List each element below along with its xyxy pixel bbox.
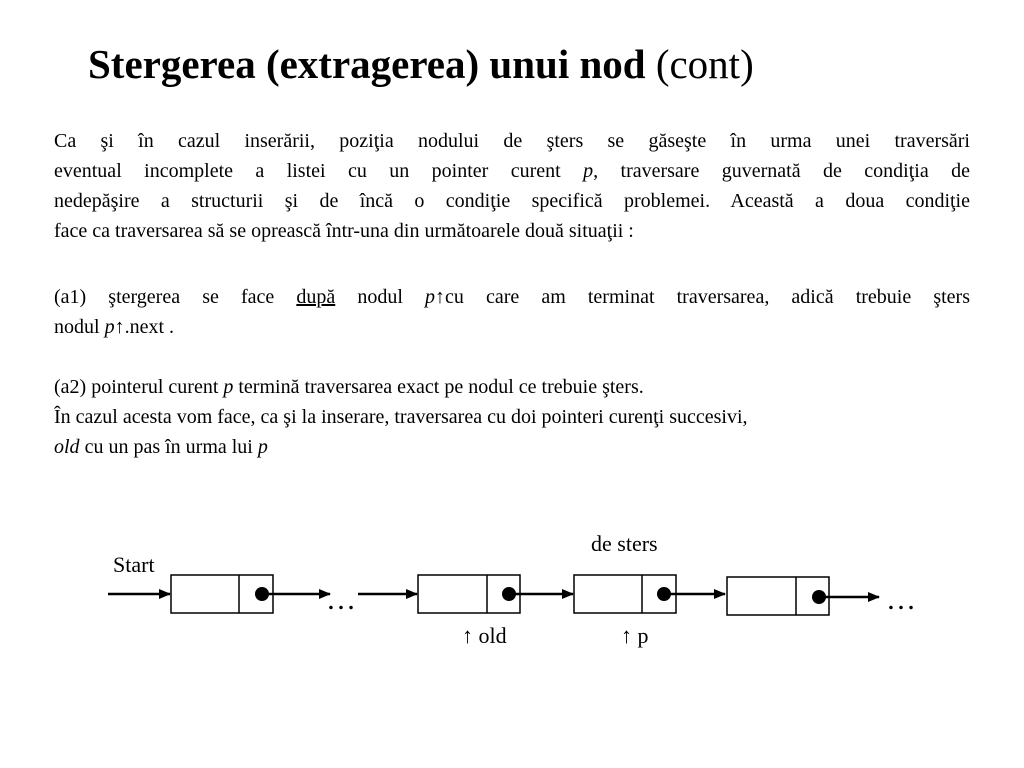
pointer-p: p bbox=[104, 316, 115, 338]
intro-line-4: face ca traversarea să se oprească într-una din următoarele două situaţii : bbox=[54, 220, 634, 242]
old-pointer-label: ↑ old bbox=[462, 623, 507, 648]
pointer-p: p bbox=[424, 286, 435, 308]
a1-rest: cu care am terminat traversarea, adică trebuie şters bbox=[444, 286, 970, 308]
pointer-old: old bbox=[54, 436, 80, 458]
pointer-p: p bbox=[257, 436, 268, 458]
a1-line2-rest: .next . bbox=[124, 316, 174, 338]
p-pointer-label: ↑ p bbox=[621, 623, 649, 648]
list-node-4 bbox=[727, 577, 829, 615]
list-node-1 bbox=[171, 575, 273, 613]
a1-prefix: (a1) ştergerea se face bbox=[54, 286, 297, 308]
list-node-old bbox=[418, 575, 520, 613]
de-sters-label: de sters bbox=[591, 531, 658, 556]
intro-line-2a: eventual incomplete a listei cu un pointer curent bbox=[54, 160, 584, 182]
start-label: Start bbox=[113, 552, 155, 577]
a1-middle: nodul bbox=[335, 286, 425, 308]
title-normal: (cont) bbox=[655, 41, 754, 87]
pointer-p: p bbox=[223, 376, 234, 398]
a2-line3a: cu un pas în urma lui bbox=[79, 436, 258, 458]
up-arrow-icon: ↑ bbox=[434, 286, 445, 308]
ellipsis: … bbox=[326, 583, 356, 616]
ellipsis: … bbox=[886, 583, 916, 616]
intro-line-2b: , traversare guvernată de condiţia de bbox=[593, 160, 970, 182]
title-bold: Stergerea (extragerea) unui nod bbox=[88, 41, 646, 87]
intro-line-1: Ca şi în cazul inserării, poziţia nodului de şters se găseşte în urma unei traversări bbox=[54, 130, 970, 152]
a2-line-2: În cazul acesta vom face, ca şi la inserare, traversarea cu doi pointeri curenţi succesivi, bbox=[54, 406, 748, 428]
a2-line1b: termină traversarea exact pe nodul ce trebuie şters. bbox=[233, 376, 644, 398]
a1-underlined: după bbox=[296, 286, 336, 308]
list-node-p bbox=[574, 575, 676, 613]
intro-line-3: nedepăşire a structurii şi de încă o condiţie specifică problemei. Această a doua condiţie bbox=[54, 190, 970, 212]
pointer-p: p bbox=[583, 160, 594, 182]
a2-line1a: (a2) pointerul curent bbox=[54, 376, 224, 398]
up-arrow-icon: ↑ bbox=[114, 316, 125, 338]
a1-line2-prefix: nodul bbox=[54, 316, 105, 338]
